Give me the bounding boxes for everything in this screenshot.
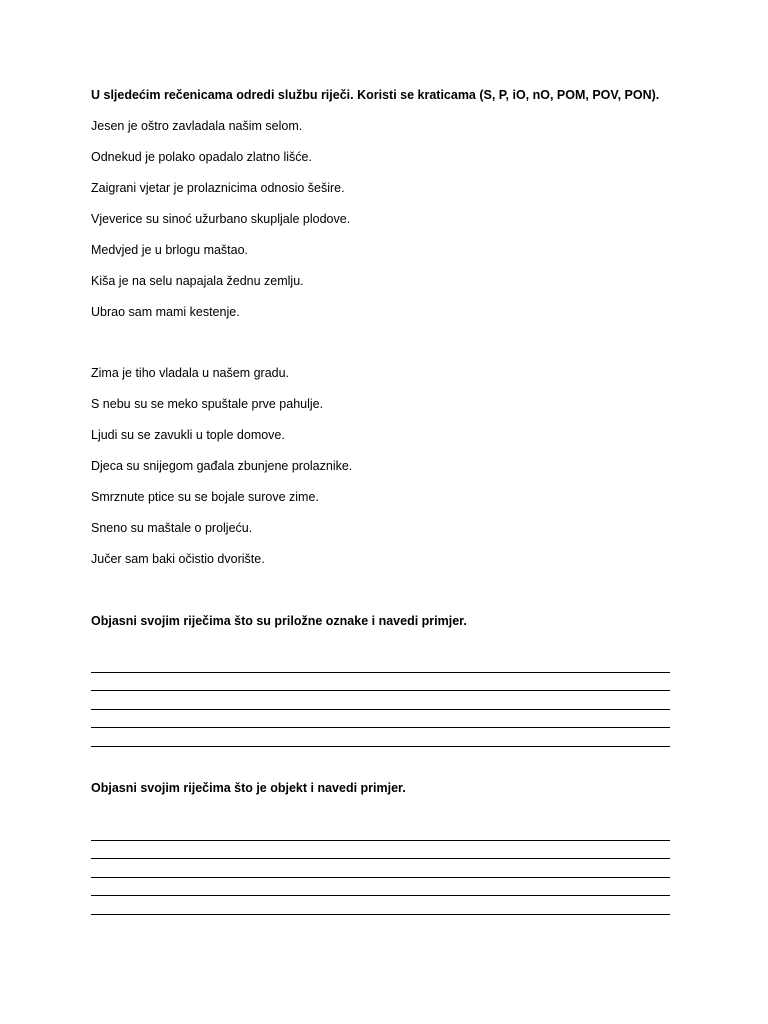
sentence-item: Odnekud je polako opadalo zlatno lišće. — [91, 150, 312, 164]
sentence-item: Smrznute ptice su se bojale surove zime. — [91, 490, 319, 504]
question-object: Objasni svojim riječima što je objekt i navedi primjer. — [91, 781, 406, 795]
answer-line[interactable] — [91, 728, 670, 747]
sentence-item: Kiša je na selu napajala žednu zemlju. — [91, 274, 304, 288]
sentence-item: Djeca su snijegom gađala zbunjene prolaznike. — [91, 459, 353, 473]
answer-line[interactable] — [91, 654, 670, 673]
sentence-item: Ubrao sam mami kestenje. — [91, 305, 240, 319]
answer-area-adverbials[interactable] — [91, 654, 670, 747]
sentence-item: Zaigrani vjetar je prolaznicima odnosio šešire. — [91, 181, 345, 195]
answer-line[interactable] — [91, 673, 670, 692]
answer-line[interactable] — [91, 822, 670, 841]
sentence-group-autumn — [91, 118, 350, 335]
answer-line[interactable] — [91, 710, 670, 729]
sentence-item: S nebu su se meko spuštale prve pahulje. — [91, 397, 324, 411]
answer-line[interactable] — [91, 896, 670, 915]
answer-line[interactable] — [91, 691, 670, 710]
sentence-item: Vjeverice su sinoć užurbano skupljale plodove. — [91, 212, 351, 226]
question-adverbials: Objasni svojim riječima što su priložne oznake i navedi primjer. — [91, 614, 467, 628]
sentence-group-winter — [91, 365, 352, 582]
sentence-item: Jesen je oštro zavladala našim selom. — [91, 119, 303, 133]
sentence-item: Medvjed je u brlogu maštao. — [91, 243, 249, 257]
answer-area-object[interactable] — [91, 822, 670, 915]
sentence-item: Sneno su maštale o proljeću. — [91, 521, 253, 535]
answer-line[interactable] — [91, 859, 670, 878]
instruction-heading: U sljedećim rečenicama odredi službu riječi. Koristi se kraticama (S, P, iO, nO, POM, POV, PON). — [91, 88, 660, 102]
sentence-item: Zima je tiho vladala u našem gradu. — [91, 366, 290, 380]
answer-line[interactable] — [91, 841, 670, 860]
sentence-item: Ljudi su se zavukli u tople domove. — [91, 428, 285, 442]
answer-line[interactable] — [91, 878, 670, 897]
sentence-item: Jučer sam baki očistio dvorište. — [91, 552, 265, 566]
